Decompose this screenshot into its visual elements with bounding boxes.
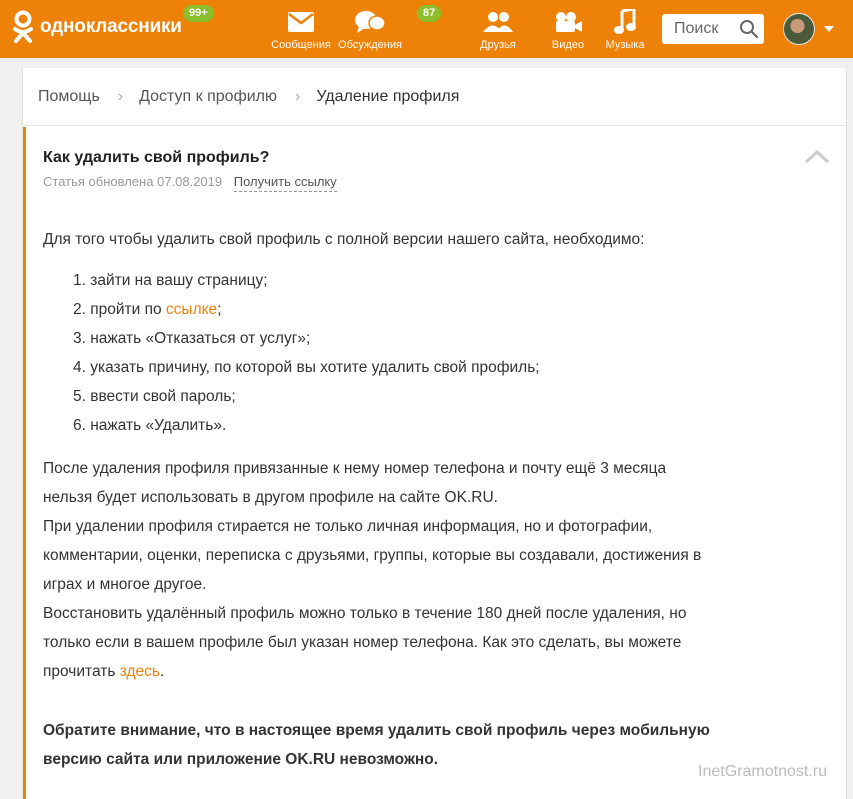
avatar[interactable] [783, 13, 815, 45]
step-text: ; [217, 301, 222, 318]
search-input[interactable] [662, 14, 764, 44]
brand-name: одноклассники [40, 16, 182, 37]
breadcrumb-help[interactable]: Помощь [38, 87, 100, 105]
steps-list [73, 266, 783, 440]
search-icon[interactable] [734, 14, 764, 44]
article-meta [43, 174, 337, 189]
nav-video[interactable] [544, 8, 592, 51]
chevron-down-icon[interactable] [824, 26, 834, 32]
paragraph-line: Восстановить удалённый профиль можно только в течение 180 дней после удаления, но [43, 605, 687, 622]
list-item: 3. нажать «Отказаться от услуг»; [73, 330, 311, 347]
help-card [22, 68, 847, 799]
important-note [43, 716, 783, 774]
friends-icon [472, 8, 524, 36]
top-navigation-bar [0, 0, 853, 58]
envelope-icon [266, 8, 336, 36]
step-link[interactable]: ссылке [165, 301, 218, 318]
paragraph-text: . [159, 663, 165, 680]
chevron-up-icon[interactable] [804, 149, 830, 165]
breadcrumb-profile-access[interactable]: Доступ к профилю [139, 87, 277, 105]
paragraph-line: нельзя будет использовать в другом профиле на сайте OK.RU. [43, 489, 498, 506]
nav-label: Сообщения [271, 39, 331, 51]
nav-messages[interactable] [266, 8, 336, 51]
list-item: 4. указать причину, по которой вы хотите удалить свой профиль; [73, 359, 540, 376]
step-text: 2. пройти по [73, 301, 166, 318]
nav-label: Друзья [480, 39, 516, 51]
here-link[interactable]: здесь [119, 663, 160, 680]
paragraph-line: После удаления профиля привязанные к нему номер телефона и почту ещё 3 месяца [43, 460, 667, 477]
breadcrumb [23, 68, 846, 126]
chat-bubbles-icon [330, 8, 410, 36]
search-label: Поиск [674, 20, 719, 37]
breadcrumb-current: Удаление профиля [316, 87, 460, 105]
get-link-button[interactable]: Получить ссылку [234, 174, 337, 192]
list-item: 1. зайти на вашу страницу; [73, 272, 268, 289]
video-camera-icon [544, 8, 592, 36]
list-item [73, 295, 783, 324]
nav-discussions[interactable] [330, 8, 410, 51]
music-note-icon [600, 8, 650, 36]
nav-friends[interactable] [472, 8, 524, 51]
nav-label: Видео [551, 39, 585, 51]
paragraph-line: только если в вашем профиле был указан номер телефона. Как это сделать, вы можете [43, 634, 682, 651]
nav-label: Обсуждения [338, 39, 402, 51]
article-title[interactable]: Как удалить свой профиль? [43, 149, 270, 166]
intro-text: Для того чтобы удалить свой профиль с полной версии нашего сайта, необходимо: [43, 231, 645, 248]
list-item: 6. нажать «Удалить». [73, 417, 227, 434]
ok-logo-icon [12, 10, 34, 44]
article [23, 127, 846, 799]
notification-badge[interactable]: 99+ [183, 5, 214, 22]
paragraph-text: прочитать [43, 663, 120, 680]
updated-date: Статья обновлена 07.08.2019 [43, 174, 223, 189]
note-line: Обратите внимание, что в настоящее время удалить свой профиль через мобильную [43, 722, 710, 739]
paragraph-line: комментарии, оценки, переписка с друзьями, группы, которые вы создавали, достижения в [43, 547, 702, 564]
discussions-badge: 87 [417, 5, 441, 22]
nav-label: Музыка [605, 39, 645, 51]
paragraph-line: играх и многое другое. [43, 576, 207, 593]
paragraph-line: При удалении профиля стирается не только личная информация, но и фотографии, [43, 518, 653, 535]
article-body [43, 225, 783, 774]
ok-logo[interactable] [12, 10, 182, 44]
note-line: версию сайта или приложение OK.RU невозможно. [43, 751, 439, 768]
list-item: 5. ввести свой пароль; [73, 388, 236, 405]
paragraph-line [43, 657, 783, 686]
chevron-right-icon: › [117, 87, 124, 105]
chevron-right-icon: › [295, 87, 301, 105]
watermark: InetGramotnost.ru [698, 763, 827, 780]
nav-music[interactable] [600, 8, 650, 51]
